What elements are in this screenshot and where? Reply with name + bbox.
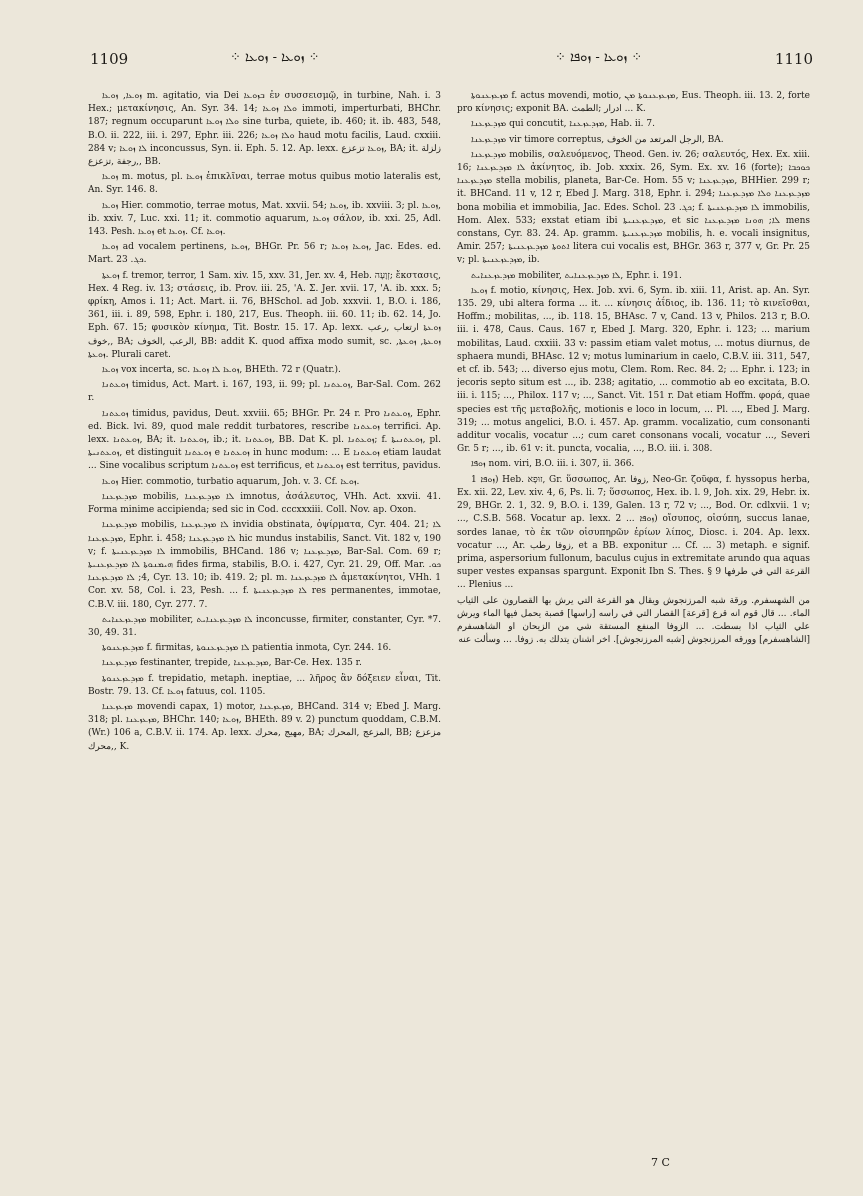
dictionary-entry: ܡܙܕܥܙܥܢܐ qui concutit, ܡܙܕܥܙܥܢܐ, Hab. ii. 7.	[471, 119, 655, 130]
dictionary-entry: ܙܘܦܐ 1) Heb. זוּפָא, Gr. ὕσσωπος, Ar. زوفا, Neo-Gr. ζοῦφα, f. hyssopus herba, Ex. xii. 22, Lev. xiv. 4, 6, Ps. li. 7; ὕσσωπος, Hex. ib. l. 9, Joh. xix. 29, Hebr. ix. 29, BHGr. 2. 1, 32. 9, B.O. i. 139, Galen. 13 r, 72 v; ..., Bod. Or. cdlxvii. 1 v; ..., C.S.B. 568. Vocatur ap. lexx. ܙܘܦܐ ... 2) οἴσυπος, οἰσύπη, succus lanae, sordes lanae, τὸ ἐκ τῶν οἰσυπηρῶν ἐρίων λίπος, Diosc. i. 204. Ap. lexx. vocatur ..., Ar. زوفا رطب, et a BB. exponitur ... Cf. ... 3) metaph. e signif. prima, aspersorium fullonum, baculus cujus in extremitate arundo qua aquas super vestes expansas spargunt. Exponit Ibn S. Thes. § 9 القرعة التي في طرفها ... Plenius ...	[457, 474, 810, 591]
dictionary-entry: ܡܙܥܙܥܢܘܬܐ f. actus movendi, motio, ܡܙܥܙܥܢܘܬܐ ܡܢ, Eus. Theoph. iii. 13. 2, forte pro κίνησις; exponit BA. ادرار ;الطمث ... K.	[457, 91, 810, 115]
dictionary-entry: ܡܙܕܥܙܥܢܐܝܬ mobiliter, ܠܐ ܡܙܕܥܙܥܢܐܝܬ inconcusse, firmiter, constanter, Cyr. *7. 30, 49. 31.	[88, 614, 441, 638]
dictionary-entry: ܙܘܥܐ Hier. commotio, turbatio aquarum, Joh. v. 3. Cf. ܙܘܥܐ.	[102, 476, 360, 487]
left-column	[88, 90, 441, 1150]
dictionary-entry: ܙܘܥܐ ad vocalem pertinens, ܙܘܥܐ, BHGr. Pr. 56 r; ܙܘܥܐ ܙܘܥܐ, Jac. Edes. ed. Mart. ܟܓ. 23.	[88, 242, 441, 266]
signature-mark: 7 C	[651, 1156, 670, 1169]
dictionary-entry: ܡܙܕܥܙܥܢܐܝܬ mobiliter, ܠܐ ܡܙܕܥܙܥܢܐܝܬ, Ephr. i. 191.	[471, 270, 682, 281]
dictionary-entry: ܡܙܕܥܙܥܢܐ mobilis, ܠܐ ܡܙܕܥܙܥܢܐ imnotus, ἀσάλευτος, VHh. Act. xxvii. 41. Forma minime accipienda; sed sic in Cod. cccxxxiii. Coll. Nov. ap. Oxon.	[88, 491, 441, 516]
dictionary-entry: ܙܘܥܬܢܐ timidus, Act. Mart. i. 167, 193, ii. 99; pl. ܙܘܥܬܢܐ, Bar-Sal. Com. 262 r.	[88, 380, 441, 404]
dictionary-entry: ܙܘܦܐ nom. viri, B.O. iii. i. 307, ii. 366.	[471, 459, 635, 470]
dictionary-entry: ܡܙܕܥܙܥܢܐ festinanter, trepide, ܡܙܕܥܙܥܢܐ, Bar-Ce. Hex. 135 r.	[102, 658, 362, 669]
running-header	[60, 44, 825, 72]
dictionary-entry: ܡܙܕܥܙܥܢܐ vir timore correptus, الرجل المرتعد من الخوف, BA.	[471, 134, 724, 145]
dictionary-entry: ܙܘܥܐ f. motio, κίνησις, Hex. Job. xvi. 6, Sym. ib. xiii. 11, Arist. ap. An. Syr. 135. 29, ubi altera forma ... it. ... κίνησις ἀΐδιος, ib. 136. 11; τὸ κινεῖσθαι, Hoffm.; mobilitas, ..., ib. 118. 15, BHAsc. 7 v, Cand. 13 v, Philos. 213 r, B.O. iii. i. 478, Caus. Caus. 167 r, Ebed J. Marg. 320, Ephr. i. 123; ... marium mobilitas, Laud. cxxiii. 33 v: passim etiam valet motus, ... motus diurnus, de sphaera mundi, BHAsc. 12 v; motus luminarium in caelo, C.B.V. iii. 311, 547, et cf. ib. 543; ... diverso ejus motu, Clem. Rom. Rec. 84. 2; ... Ephr. i. 123; in jecoris septo situm est ..., ib. 238; agitatio, ... commotio ab eo excitata, B.O. iii. i. 115; ..., Philox. 117 v; ..., Sanct. Vit. 151 r. Dat etiam Hoffm. φορά, quae species est τῆς μεταβολῆς, motionis e loco in locum, ... Pl. ..., Ebed J. Marg. 319; ... motus angelici, B.O. i. 457. Ap. gramm. vocalizatio, cum consonanti additur vocalis, vocatur ...; cum caret consonans vocali, vocatur ..., Severi Gr. 5 r; ..., ib. 61 v: it. puncta, vocalia, ..., B.O. iii. i. 308.	[457, 285, 810, 455]
dictionary-entry: ܙܘܥܐ vox incerta, sc. ܙܘܥܐ ܠܐ ܙܘܥܐ, BHEth. 72 r (Quatr.).	[102, 365, 341, 376]
left-running-title: ⁘ ܙܘܥܐ - ܙܘܥܐ ⁘	[230, 50, 320, 65]
dictionary-entry: ܡܙܕܥܙܥܢܐ mobilis, ܠܐ ܡܙܕܥܙܥܢܐ invidia obstinata, ὀψίρματα, Cyr. 404. 21; ܠܐ ܡܙܕܥܙܥܢܐ, Ephr. i. 458; ܠܐ ܡܙܕܥܙܥܢܐ hic mundus instabilis, Sanct. Vit. 182 v, 190 v; f. ܠܐ ܡܙܕܥܙܥܢܝܬܐ immobilis, BHCand. 186 v; ܡܙܕܥܙܥܢܐ, Bar-Sal. Com. 69 r; ܗܝܡܢܘܬܐ ܠܐ ܡܙܕܥܙܥܢܝܬܐ fides firma, stabilis, B.O. i. 427, Cyr. 21. 29, Off. Mar. ܟܘ. 4; ܠܐ ܡܙܕܥܙܥܢܐ, Cyr. 13. 10; ib. 419. 2; pl. m. ܠܐ ܡܙܕܥܙܥܢܐ ἀμετακίνητοι, VHh. 1 Cor. xv. 58, Col. i. 23, Pesh. ... f. ܠܐ ܡܙܕܥܙܥܢܝܬܐ res permanentes, immotae, C.B.V. iii. 180, Cyr. 277. 7.	[88, 520, 441, 610]
dictionary-entry: ܙܘܥܬܢܐ timidus, pavidus, Deut. xxviii. 65; BHGr. Pr. 24 r. Pro ܙܘܥܬܢܐ, Ephr. ed. Bick. lvi. 89, quod male reddit turbatores, rescribe ܙܘܥܬܢܐ terrifici. Ap. lexx. ܙܘܥܬܢܐ, BA; it. ܙܘܥܬܢܐ, ib.; it. ܙܘܥܬܢܐ, BB. Dat K. pl. ܙܘܥܬܢܐ; f. ܙܘܥܬܢܝܬܐ, pl. ܙܘܥܬܢܝܬܐ, et distinguit ܙܘܥܬܢܐ e ܙܘܥܬܢܐ in hunc modum: ... E ܙܘܥܬܢܐ etiam laudat ... Sine vocalibus scriptum ܙܘܥܬܢܐ est terrificus, et ܙܘܥܬܢܐ est territus, pavidus.	[88, 408, 441, 472]
arabic-gloss: من الشهسفرم. ورقة شبه المرزنجوش ويقال هو القرعة التي يرش بها القصارون على الثياب الماء. ... قال قوم انه قرع [قرعة] القصار التي في راسه [راسها] قصبة يحمل فيها الماء ويرش علي الثياب اذا بسطت. ... الزوفا المنفع المستقة شي من الزيحان او الشاهسفرم [الشاهسفرم] وورقه المرزنجوش [شبه المرزنجوش]. اخر اشنان يتدلك به. زوفا. ... وسألت عنه	[457, 595, 810, 646]
dictionary-entry: ܙܘܥܐ, ܙܘܥܐ m. agitatio, via Dei ܒܙܘܥܐ ἐν συσσεισμῷ, in turbine, Nah. i. 3 Hex.; μετακίνησις, An. Syr. 34. 14; ܘܠܐ ܙܘܥܐ immoti, imperturbati, BHChr. 187; regnum occuparunt ܘܠܐ ܙܘܥܐ sine turba, quiete, ib. 460; it. ib. 483, 548, B.O. ii. 222, iii. i. 297, Ephr. iii. 226; ܘܠܐ ܙܘܥܐ haud motu facilis, Laud. cxxiii. 284 v; ܠܐ ܙܘܥܐ inconcussus, Syn. ii. Eph. 5. 12. Ap. lexx. ܙܘܥܐ تزعزع, BA; it. زلزلة ,رجفة ,تزعزع, BB.	[88, 91, 441, 168]
dictionary-entry: ܡܙܕܥܙܥܢܐ mobilis, σαλευόμενος, Theod. Gen. iv. 26; σαλευτός, Hex. Ex. xiii. 16; ܠܐ ܡܙܕܥܙܥܢܐ ἀκίνητος, ib. Job. xxxix. 26, Sym. Ex. xv. 16 (forte); ܟܘܟܒܐ ܡܙܕܥܙܥܢܐ stella mobilis, planeta, Bar-Ce. Hom. 55 v; ܡܙܕܥܙܥܢܐ, BHHier. 299 r; it. BHCand. 11 v, 12 r, Ebed J. Marg. 318, Ephr. i. 294; ܡܙܕܥܙܥܢܐ ܘܠܐ ܡܙܕܥܙܥܢܐ bona mobilia et immobilia, Jac. Edes. Schol. ܟܓ. 23; f. ܠܐ ܡܙܕܥܙܥܢܝܬܐ immobilis, Hom. Alex. 533; exstat etiam ibi ܡܙܕܥܙܥܢܝܬܐ, et sic ܠܐ; ܗܘܢܐ ܡܙܕܥܙܥܢܐ mens constans, Cyr. 83. 24. Ap. gramm. ܡܙܕܥܙܥܢܝܬܐ mobilis, h. e. vocali insignitus, Amir. 257; ܐܬܘܬܐ ܡܙܕܥܙܥܢܝܬܐ litera cui vocalis est, BHGr. 363 r, 377 v, Gr. Pr. 25 v; pl. ܡܙܕܥܙܥܢܝܬܐ, ib.	[457, 149, 810, 266]
dictionary-entry: ܙܘܥܬܐ f. tremor, terror, 1 Sam. xiv. 15, xxv. 31, Jer. xv. 4, Heb. זְוָעָה; ἔκστασις, Hex. 4 Reg. iv. 13; στάσεις, ib. Prov. iii. 25, 'Α. Σ. Jer. xvii. 17, 'Α. ib. xxx. 5; φρίκη, Amos i. 11; Act. Mart. ii. 76, BHSchol. ad Job. xxxvii. 1, B.O. i. 186, 361, iii. i. 89, 598, Ephr. i. 180, 217, Eus. Theoph. iii. 60. 11; ib. 62. 14, Jo. Eph. 67. 15; φυσικὸν κίνημα, Tit. Bostr. 15. 17. Ap. lexx. ܙܘܥܬܐ ارتعاب ,رعب ,خوف, BA; الرعب ,الخوف, BB: addit K. quod affixa modo sumit, sc. ܙܘܥܬܐ, ܙܘܥܬܐ, ܙܘܥܬܐ. Plurali caret.	[88, 270, 441, 360]
dictionary-entry: ܙܘܥܐ Hier. commotio, terrae motus, Mat. xxvii. 54; ܙܘܥܐ, ib. xxviii. 3; pl. ܙܘܥܐ, ib. xxiv. 7, Luc. xxi. 11; it. commotio aquarum, ܙܘܥܐ σάλον, ib. xxi. 25, Adl. 143. Pesh. ܙܘܥܐ et ܙܘܥܐ. Cf. ܙܘܥܐ.	[88, 200, 441, 238]
left-page-number: 1109	[90, 50, 129, 68]
dictionary-entry: ܙܘܥܐ m. motus, pl. ܙܘܥܐ ἐπικλῖναι, terrae motus quibus motio lateralis est, An. Syr. 146. 8.	[88, 172, 441, 196]
right-running-title: ⁘ ܙܘܥܐ - ܙܘܦܐ ⁘	[555, 50, 643, 65]
right-page-number: 1110	[774, 50, 813, 68]
dictionary-entry: ܡܙܕܥܙܥܢܘܬܐ f. firmitas, ܠܐ ܡܙܕܥܙܥܢܘܬܐ patientia inmota, Cyr. 244. 16.	[102, 643, 392, 654]
dictionary-entry: ܡܙܥܙܥܢܐ movendi capax, 1) motor, ܡܙܥܙܥܢܐ, BHCand. 314 v; Ebed J. Marg. 318; pl. ܡܙܥܙܥܢܐ, BHChr. 140; ܙܘܥܐ, BHEth. 89 v. 2) punctum quoddam, C.B.M. (Wr.) 106 a, C.B.V. ii. 174. Ap. lexx. مهيج ,محرك, BA; المزعج ,المحرك, BB; مزعزع ,محرك, K.	[88, 701, 441, 752]
dictionary-entry: ܡܙܕܥܙܥܢܘܬܐ f. trepidatio, metaph. ineptiae, ... λῆρος ἂν δόξειεν εἶναι, Tit. Bostr. 79. 13. Cf. ܙܘܥܐ fatuus, col. 1105.	[88, 673, 441, 697]
right-column	[457, 90, 810, 1150]
